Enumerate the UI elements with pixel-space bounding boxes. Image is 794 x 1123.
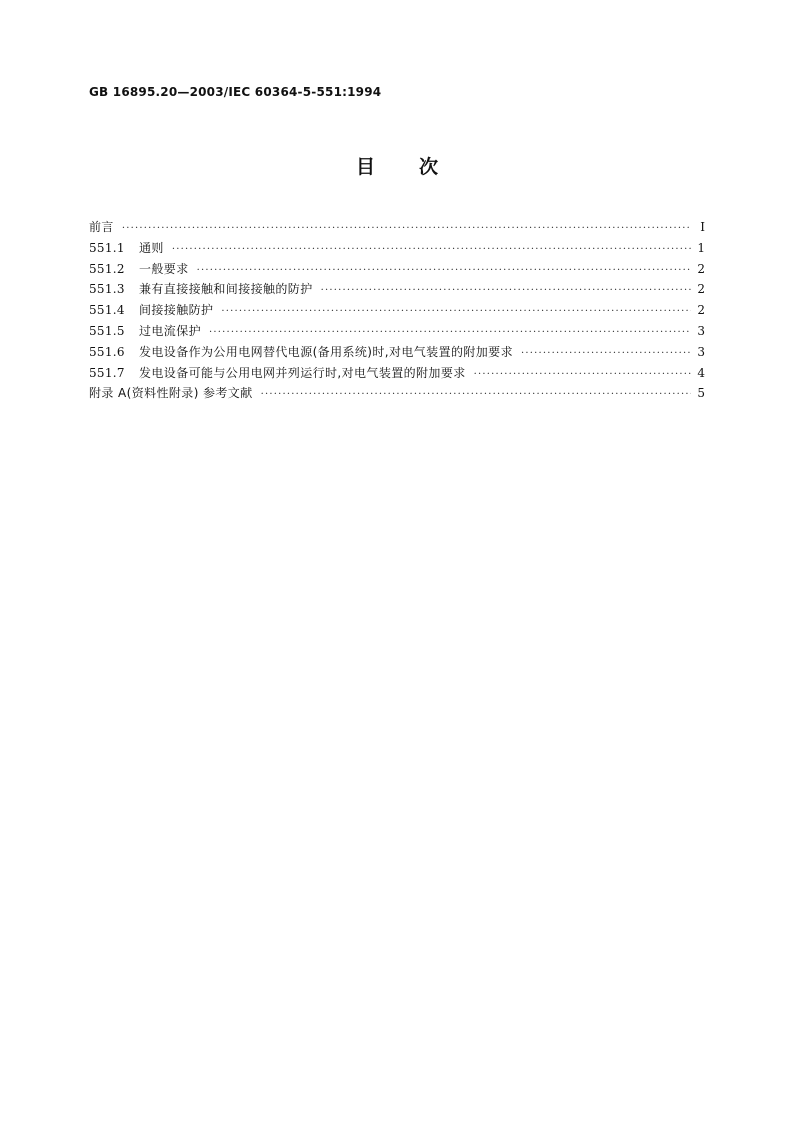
toc-entry-number: 551.5: [89, 323, 125, 338]
toc-leader-dots: [122, 219, 691, 240]
toc-leader-dots: [321, 281, 691, 302]
toc-entry-number: 551.6: [89, 344, 125, 359]
standard-number-header: GB 16895.20—2003/IEC 60364-5-551:1994: [89, 85, 382, 99]
toc-entry-text: 过电流保护: [139, 323, 202, 338]
toc-entry-551-1[interactable]: [89, 238, 705, 259]
toc-entry-text: 前言: [89, 220, 114, 234]
toc-entry-page: 3: [697, 323, 705, 338]
toc-entry-551-5[interactable]: [89, 321, 705, 342]
toc-entry-page: 1: [697, 240, 705, 255]
table-of-contents: [89, 217, 705, 404]
toc-title: [0, 152, 794, 179]
toc-entry-number: 551.3: [89, 282, 125, 297]
toc-entry-page: 3: [697, 344, 705, 359]
toc-leader-dots: [261, 385, 691, 406]
toc-entry-number: 551.1: [89, 240, 125, 255]
toc-entry-page: 2: [697, 261, 705, 276]
toc-leader-dots: [172, 240, 691, 261]
toc-entry-number: 551.2: [89, 261, 125, 276]
toc-entry-551-2[interactable]: [89, 259, 705, 280]
toc-entry-551-7[interactable]: [89, 363, 705, 384]
toc-leader-dots: [474, 365, 691, 386]
toc-entry-text: 间接接触防护: [139, 303, 214, 318]
toc-leader-dots: [521, 344, 691, 365]
toc-entry-551-4[interactable]: [89, 300, 705, 321]
toc-entry-page: 5: [697, 386, 705, 401]
toc-title-char-2: 次: [419, 156, 439, 178]
toc-leader-dots: [221, 302, 691, 323]
toc-entry-page: 2: [697, 303, 705, 318]
toc-entry-number: 551.7: [89, 365, 125, 380]
toc-entry-text: 通则: [139, 240, 164, 255]
toc-leader-dots: [209, 323, 691, 344]
toc-entry-page: 2: [697, 282, 705, 297]
toc-entry-551-6[interactable]: [89, 342, 705, 363]
toc-entry-text: 附录 A(资料性附录) 参考文献: [89, 386, 253, 401]
toc-entry-number: 551.4: [89, 303, 125, 318]
toc-entry-551-3[interactable]: [89, 279, 705, 300]
toc-entry-text: 兼有直接接触和间接接触的防护: [139, 282, 313, 297]
toc-entry-text: 发电设备可能与公用电网并列运行时,对电气装置的附加要求: [139, 365, 466, 380]
toc-entry-foreword[interactable]: [89, 217, 705, 238]
toc-entry-text: 一般要求: [139, 261, 189, 276]
toc-entry-text: 发电设备作为公用电网替代电源(备用系统)时,对电气装置的附加要求: [139, 344, 513, 359]
toc-entry-page: 4: [697, 365, 705, 380]
toc-entry-page: I: [700, 220, 705, 234]
toc-title-char-1: 目: [355, 156, 375, 178]
toc-leader-dots: [197, 261, 691, 282]
toc-entry-annex-a[interactable]: [89, 383, 705, 404]
